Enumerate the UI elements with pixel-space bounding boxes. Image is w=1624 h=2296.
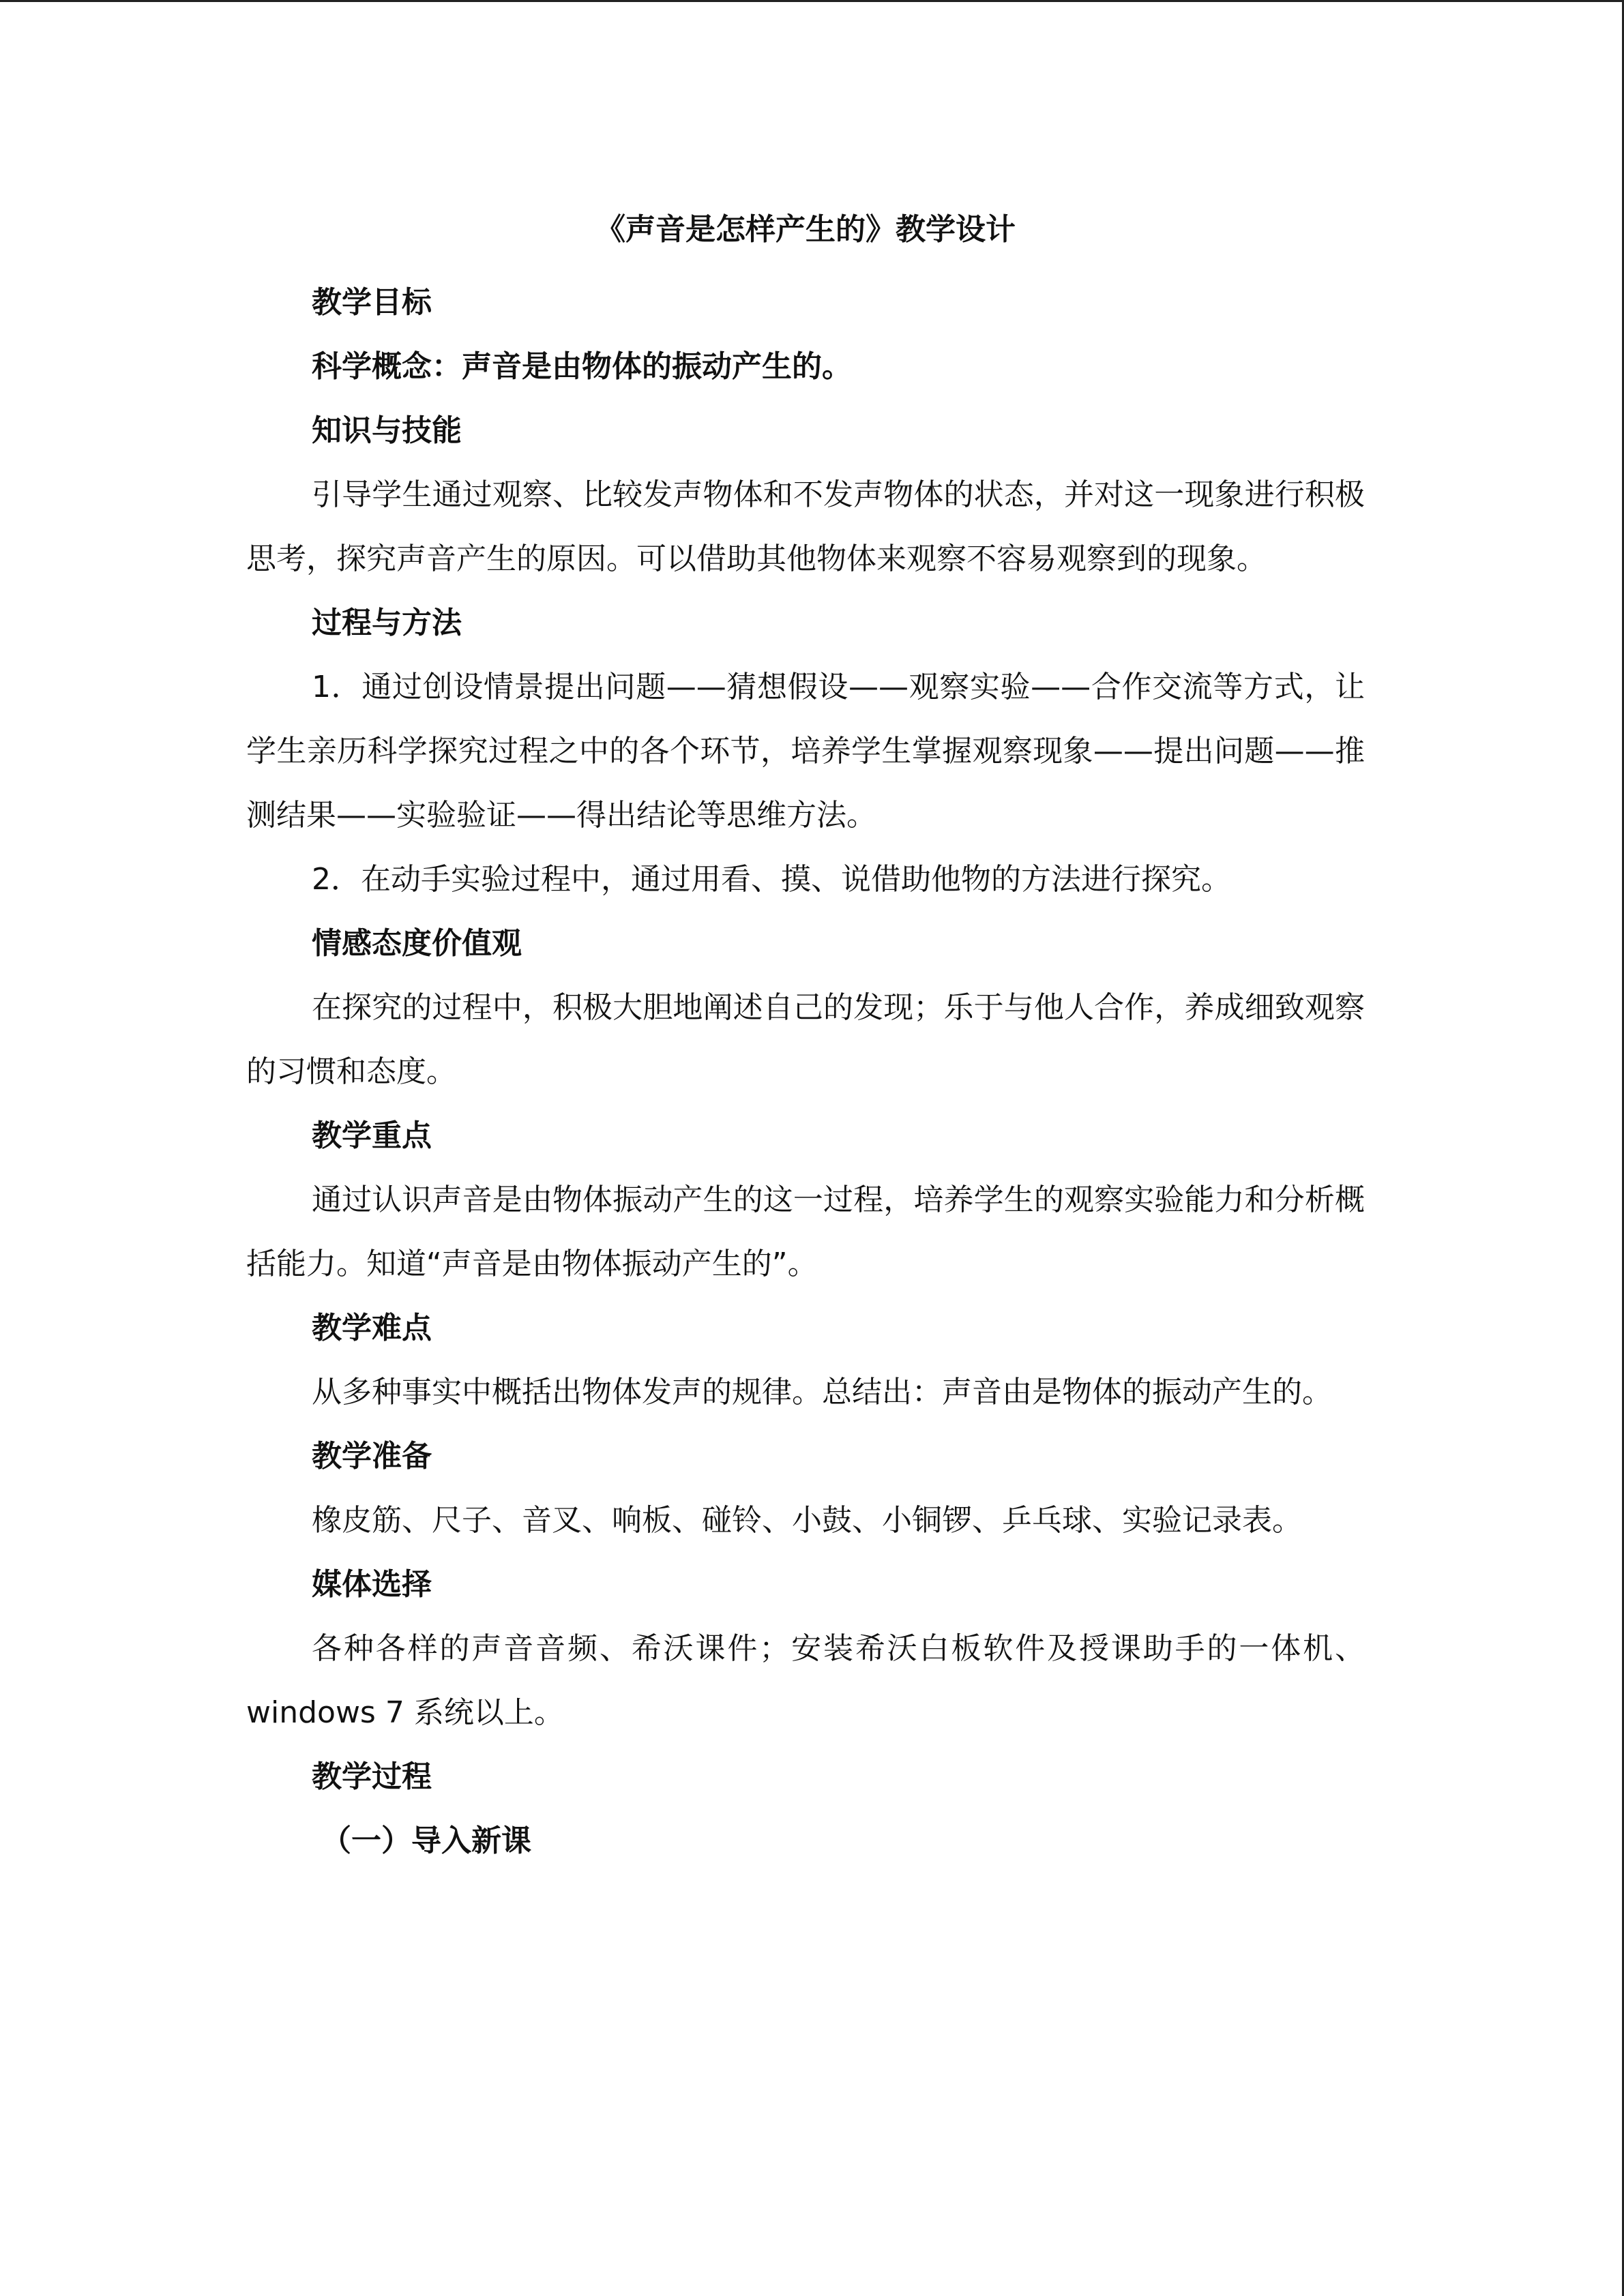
heading-media-selection: 媒体选择 [312,1567,432,1602]
document-title: 《声音是怎样产生的》教学设计 [595,212,1016,247]
paragraph-knowledge-skills: 引导学生通过观察、比较发声物体和不发声物体的状态，并对这一现象进行积极思考，探究声音产生的原因。可以借助其他物体来观察不容易观察到的现象。 [246,477,1365,576]
heading-teaching-process: 教学过程 [312,1759,432,1794]
paragraph-process-method-2: 2．在动手实验过程中，通过用看、摸、说借助他物的方法进行探究。 [312,862,1231,897]
heading-process-method: 过程与方法 [312,606,462,640]
heading-knowledge-skills: 知识与技能 [312,413,462,448]
paragraph-preparation: 橡皮筋、尺子、音叉、响板、碰铃、小鼓、小铜锣、乒乓球、实验记录表。 [312,1503,1302,1538]
paragraph-difficulties: 从多种事实中概括出物体发声的规律。总结出：声音由是物体的振动产生的。 [312,1375,1332,1410]
heading-difficulties: 教学难点 [312,1311,432,1345]
paragraph-process-method-1: 1．通过创设情景提出问题——猜想假设——观察实验——合作交流等方式，让学生亲历科学探究过程之中的各个环节，培养学生掌握观察现象——提出问题——推测结果——实验验证——得出结论等思维方法。 [246,670,1365,833]
heading-key-points: 教学重点 [312,1118,432,1153]
heading-teaching-goals: 教学目标 [312,285,432,320]
paragraph-key-points: 通过认识声音是由物体振动产生的这一过程，培养学生的观察实验能力和分析概括能力。知道“声音是由物体振动产生的”。 [246,1182,1365,1281]
paragraph-media-selection: 各种各样的声音音频、希沃课件；安装希沃白板软件及授课助手的一体机、windows 7 系统以上。 [246,1631,1365,1730]
heading-introduction: （一）导入新课 [321,1823,531,1858]
heading-preparation: 教学准备 [312,1439,432,1474]
document-body [246,205,1365,1873]
heading-science-concept: 科学概念：声音是由物体的振动产生的。 [312,349,852,384]
heading-attitude-values: 情感态度价值观 [312,926,522,961]
paragraph-attitude-values: 在探究的过程中，积极大胆地阐述自己的发现；乐于与他人合作，养成细致观察的习惯和态度。 [246,990,1365,1089]
